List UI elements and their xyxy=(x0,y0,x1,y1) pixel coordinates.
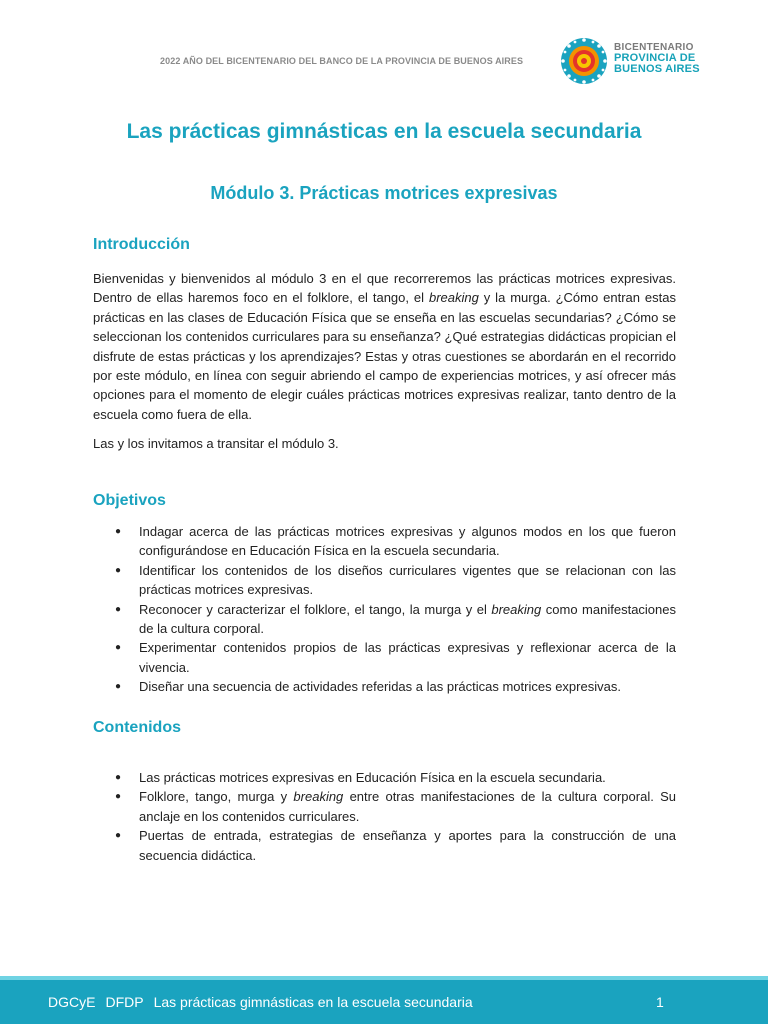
intro-text-b: y la murga. ¿Cómo entran estas prácticas en las clases de Educación Física que se enseña en las escuelas secundarias? ¿Cómo se seleccionan los contenidos curriculares para su enseñanza? ¿Qué estrategias didácticas propician el disfrute de estas prácticas y los aprendizajes? Estas y otras cuestiones se abordarán en el recorrido por este módulo, en línea con seguir abriendo el campo de experiencias motrices, y así ofrecer más opciones para el momento de elegir cuáles prácticas motrices expresivas realizar, tanto dentro de la escuela como fuera de ella. xyxy=(93,290,676,422)
page-header xyxy=(0,36,768,92)
objective-text-a: Reconocer y caracterizar el folklore, el tango, la murga y el xyxy=(139,601,492,617)
contents-list xyxy=(93,768,676,865)
bullet-icon: ● xyxy=(115,772,122,783)
bullet-icon: ● xyxy=(115,681,122,693)
objective-text-em: breaking xyxy=(491,601,542,617)
header-year-text: 2022 AÑO DEL BICENTENARIO DEL BANCO DE LA PROVINCIA DE BUENOS AIRES xyxy=(160,56,524,66)
content-text-a: Folklore, tango, murga y xyxy=(139,789,294,805)
page-number: 1 xyxy=(656,994,664,1010)
list-item xyxy=(93,561,676,600)
footer-doc-title: Las prácticas gimnásticas en la escuela secundaria xyxy=(153,994,473,1010)
list-item xyxy=(93,638,676,677)
bullet-icon: ● xyxy=(115,603,122,615)
bullet-icon: ● xyxy=(115,830,122,842)
intro-paragraph xyxy=(93,269,676,424)
brand-line-1: BICENTENARIO xyxy=(614,42,694,53)
contents-heading: Contenidos xyxy=(93,719,181,736)
list-item xyxy=(93,787,676,826)
list-item xyxy=(93,522,676,561)
objective-text: Identificar los contenidos de los diseños curriculares vigentes que se relacionan con las prácticas motrices expresivas. xyxy=(139,562,676,598)
bullet-icon: ● xyxy=(115,564,122,576)
list-item xyxy=(93,826,676,865)
footer-org-1: DGCyE xyxy=(48,994,96,1010)
bicentenario-seal-icon xyxy=(559,36,609,86)
objective-text: Diseñar una secuencia de actividades referidas a las prácticas motrices expresivas. xyxy=(139,679,621,695)
objectives-heading: Objetivos xyxy=(93,492,166,509)
bullet-icon: ● xyxy=(115,526,122,537)
module-title: Módulo 3. Prácticas motrices expresivas xyxy=(210,183,558,203)
intro-text-a: Bienvenidas y bienvenidos al módulo 3 en el que recorreremos las prácticas motrices expresivas. Dentro de ellas haremos foco en el folklore, el tango, el xyxy=(93,271,676,306)
intro-text-em: breaking xyxy=(428,290,479,306)
footer-org-2: DFDP xyxy=(105,994,144,1010)
brand-wordmark xyxy=(614,42,700,75)
list-item xyxy=(93,600,676,639)
objective-text-b: como manifestaciones de la cultura corporal. xyxy=(139,601,676,637)
objective-text: Indagar acerca de las prácticas motrices expresivas y algunos modos en los que fueron configurándose en Educación Física en la escuela secundaria. xyxy=(139,524,676,559)
list-item xyxy=(93,677,676,696)
intro-heading: Introducción xyxy=(93,236,190,253)
document-title: Las prácticas gimnásticas en la escuela secundaria xyxy=(126,120,642,143)
content-text-b: entre otras manifestaciones de la cultura corporal. Su anclaje en los contenidos curriculares. xyxy=(139,789,676,824)
objectives-list xyxy=(93,522,676,697)
page-footer xyxy=(0,976,768,1024)
list-item xyxy=(93,768,676,787)
brand-line-2: PROVINCIA DE xyxy=(614,52,696,64)
content-text: Puertas de entrada, estrategias de enseñanza y aportes para la construcción de una secuencia didáctica. xyxy=(139,828,676,863)
bullet-icon: ● xyxy=(115,642,122,654)
content-text-em: breaking xyxy=(293,789,344,805)
brand-line-3: BUENOS AIRES xyxy=(614,63,700,75)
footer-stripe xyxy=(0,976,768,980)
bullet-icon: ● xyxy=(115,791,122,803)
footer-text xyxy=(48,994,483,1010)
intro-invitation: Las y los invitamos a transitar el módulo 3. xyxy=(93,436,339,451)
objective-text: Experimentar contenidos propios de las prácticas expresivas y reflexionar acerca de la vivencia. xyxy=(139,640,676,675)
content-text: Las prácticas motrices expresivas en Educación Física en la escuela secundaria. xyxy=(139,770,606,785)
